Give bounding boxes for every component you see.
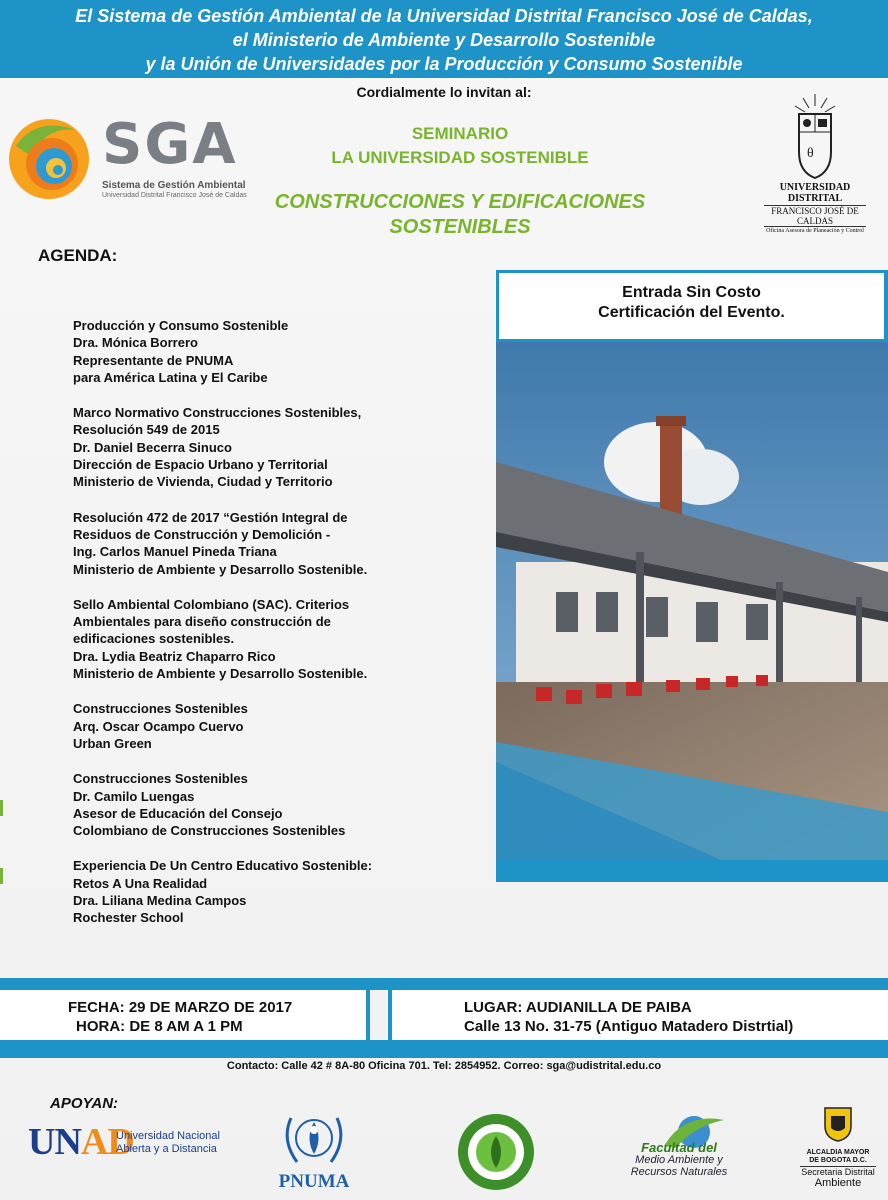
sga-subtitle-2: Universidad Distrital Francisco José de Caldas [102, 192, 247, 199]
topic-line: SOSTENIBLES [389, 216, 531, 238]
agenda-line: edificaciones sostenibles. [73, 631, 235, 647]
alcaldia-line: DE BOGOTA D.C. [809, 1157, 867, 1164]
event-address: Calle 13 No. 31-75 (Antiguo Matadero Distrtial) [464, 1018, 794, 1035]
agenda-item [73, 404, 473, 490]
ud-logo [760, 92, 870, 234]
seminar-line: SEMINARIO [411, 124, 509, 143]
ud-name: UNIVERSIDAD DISTRITAL [779, 182, 851, 204]
agenda-item [73, 317, 473, 386]
seminar-line: LA UNIVERSIDAD SOSTENIBLE [331, 148, 589, 167]
agenda-item [73, 509, 473, 578]
header-line: el Ministerio de Ambiente y Desarrollo Sostenible [232, 30, 656, 50]
agenda-list [73, 317, 473, 945]
agenda-line: para América Latina y El Caribe [73, 369, 268, 385]
alcaldia-line: ALCALDIA MAYOR [806, 1149, 870, 1156]
agenda-line: Producción y Consumo Sostenible [73, 318, 289, 333]
facultad-line: Medio Ambiente y [635, 1154, 723, 1166]
agenda-line: Residuos de Construcción y Demolición - [73, 526, 331, 542]
agenda-line: Experiencia De Un Centro Educativo Sostenible: [73, 858, 373, 874]
ud-name-2: FRANCISCO JOSÉ DE CALDAS [764, 205, 866, 227]
agenda-line: Dra. Lydia Beatriz Chaparro Rico [73, 648, 276, 664]
agenda-line: Dra. Mónica Borrero [73, 335, 198, 351]
side-mark [0, 800, 3, 816]
sga-wordmark: SGA [102, 112, 238, 177]
header-banner [0, 0, 888, 78]
union-universitaria-logo [456, 1112, 536, 1192]
event-time: HORA: DE 8 AM A 1 PM [76, 1018, 243, 1035]
agenda-line: Ministerio de Ambiente y Desarrollo Sostenible. [73, 561, 368, 577]
unad-wordmark-a: UN [28, 1121, 81, 1163]
svg-text:θ: θ [807, 146, 814, 161]
date-box [0, 990, 370, 1040]
venue-photo [496, 342, 888, 882]
footer-band-top [0, 978, 888, 990]
agenda-line: Resolución 549 de 2015 [73, 422, 220, 438]
agenda-title: AGENDA: [38, 246, 118, 265]
agenda-line: Resolución 472 de 2017 “Gestión Integral de [73, 509, 348, 525]
agenda-line: Colombiano de Construcciones Sostenibles [73, 823, 346, 839]
event-place: LUGAR: AUDIANILLA DE PAIBA [464, 999, 692, 1016]
facultad-logo [624, 1112, 734, 1182]
entry-line: Certificación del Evento. [598, 304, 785, 321]
union-universitaria-seal-icon [456, 1112, 536, 1192]
facultad-line: Recursos Naturales [630, 1166, 728, 1178]
agenda-item [73, 857, 473, 926]
agenda-line: Ministerio de Ambiente y Desarrollo Sostenible. [73, 666, 368, 682]
header-line: El Sistema de Gestión Ambiental de la Universidad Distrital Francisco José de Caldas, [75, 6, 813, 26]
pnuma-wordmark: PNUMA [278, 1171, 350, 1192]
sga-swirl-icon [6, 116, 92, 202]
entry-line: Entrada Sin Costo [622, 284, 761, 301]
sga-subtitle: Sistema de Gestión Ambiental [102, 180, 246, 191]
header-line: y la Unión de Universidades por la Producción y Consumo Sostenible [145, 54, 743, 74]
unad-wordmark-b: AD [80, 1121, 134, 1163]
unad-name-line: Abierta y a Distancia [116, 1143, 217, 1155]
agenda-line: Construcciones Sostenibles [73, 771, 248, 787]
alcaldia-line: Ambiente [814, 1177, 862, 1189]
supporters-title: APOYAN: [50, 1095, 119, 1112]
agenda-line: Ambientales para diseño construcción de [73, 614, 331, 630]
agenda-line: Ministerio de Vivienda, Ciudad y Territorio [73, 474, 333, 490]
side-mark [0, 868, 3, 884]
bogota-shield-icon [823, 1106, 853, 1142]
pnuma-logo [272, 1108, 356, 1190]
agenda-line: Dr. Camilo Luengas [73, 788, 195, 804]
agenda-line: Construcciones Sostenibles [73, 701, 248, 717]
entry-info-box [496, 270, 888, 342]
agenda-line: Dr. Daniel Becerra Sinuco [73, 439, 232, 455]
place-box [388, 990, 888, 1040]
alcaldia-line: Secretaria Distrital [801, 1167, 875, 1177]
agenda-line: Urban Green [73, 735, 152, 751]
agenda-line: Rochester School [73, 910, 184, 926]
topic-line: CONSTRUCCIONES Y EDIFICACIONES [274, 191, 646, 213]
agenda-item [73, 596, 473, 682]
entry-info-inner [499, 273, 884, 339]
university-seal-icon [785, 92, 845, 180]
agenda-line: Ing. Carlos Manuel Pineda Triana [73, 544, 277, 560]
un-laurel-icon [279, 1108, 349, 1170]
event-date: FECHA: 29 DE MARZO DE 2017 [68, 999, 293, 1016]
agenda-item [73, 700, 473, 752]
agenda-line: Asesor de Educación del Consejo [73, 805, 283, 821]
venue-photo-image [496, 342, 888, 882]
unad-name-line: Universidad Nacional [116, 1130, 220, 1142]
agenda-line: Dirección de Espacio Urbano y Territorial [73, 457, 328, 473]
unad-name [116, 1130, 220, 1156]
agenda-line: Representante de PNUMA [73, 352, 234, 368]
agenda-line: Dra. Liliana Medina Campos [73, 893, 247, 909]
invite-text: Cordialmente lo invitan al: [356, 84, 532, 100]
seminar-topic [250, 190, 670, 240]
agenda-line: Arq. Oscar Ocampo Cuervo [73, 718, 244, 734]
contact-info: Contacto: Calle 42 # 8A-80 Oficina 701. Tel: 2854952. Correo: sga@udistrital.edu.co [226, 1060, 662, 1072]
facultad-line: Facultad del [641, 1140, 717, 1155]
footer-band-bottom [0, 1040, 888, 1058]
agenda-item [73, 770, 473, 839]
unad-logo [28, 1120, 228, 1170]
sga-logo [6, 112, 256, 202]
ud-office: Oficina Asesora de Planeación y Control [766, 228, 864, 234]
facultad-name [624, 1142, 734, 1178]
seminar-title [250, 122, 670, 170]
agenda-line: Sello Ambiental Colombiano (SAC). Criterios [73, 596, 350, 612]
agenda-line: Retos A Una Realidad [73, 875, 208, 891]
agenda-line: Marco Normativo Construcciones Sostenibles, [73, 405, 362, 421]
alcaldia-logo [790, 1106, 886, 1196]
